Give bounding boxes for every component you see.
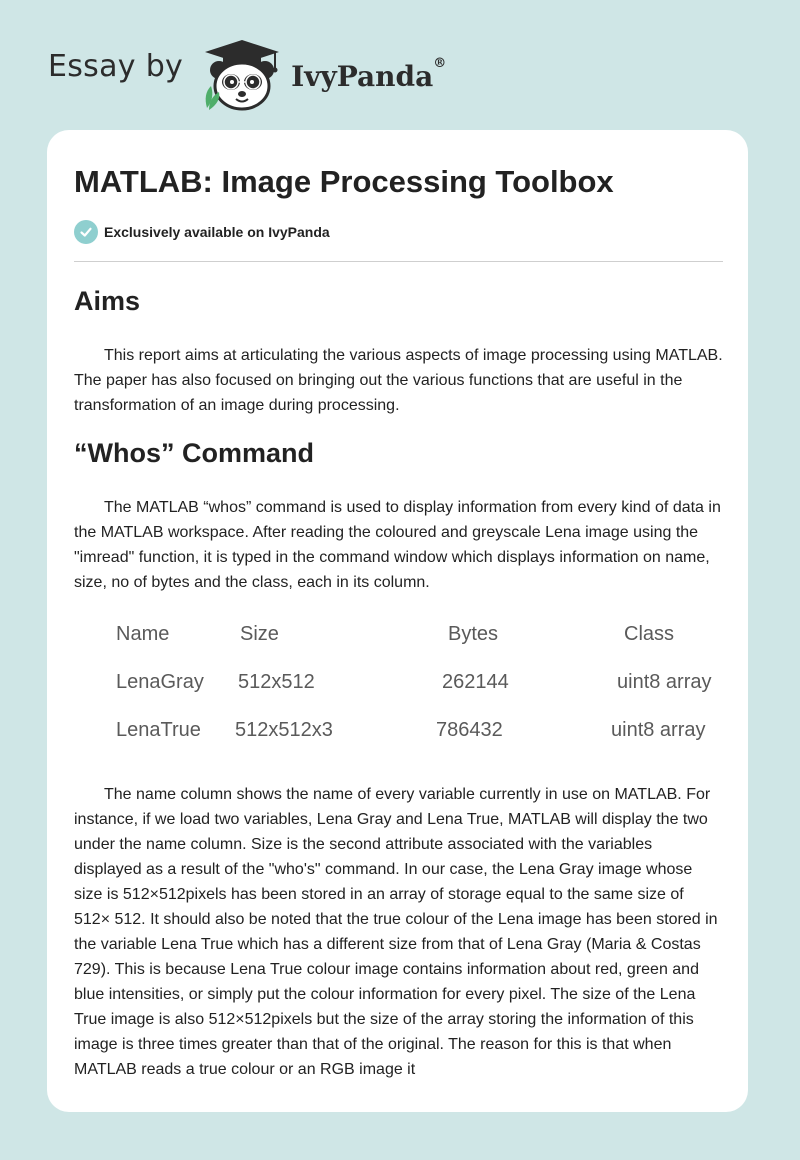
page-title: MATLAB: Image Processing Toolbox <box>74 164 614 199</box>
table-header-bytes: Bytes <box>448 623 499 645</box>
table-cell-class: uint8 array <box>611 719 706 741</box>
table-header-class: Class <box>624 623 675 645</box>
brand-prefix: Essay by <box>48 48 184 84</box>
table-cell-size: 512x512 <box>238 671 315 693</box>
registered-mark: ® <box>433 55 447 71</box>
exclusive-badge <box>74 220 330 244</box>
table-cell-name: LenaGray <box>116 671 204 693</box>
table-header-size: Size <box>240 623 279 645</box>
paragraph-whos-details: The name column shows the name of every variable currently in use on MATLAB. For instance, if we load two variables, Lena Gray and Lena True, MATLAB will display the two under the name column. Size is the second attribute associated with the variables displayed as a result of the "who's" command. In our case, the Lena Gray image whose size is 512×512pixels has been stored in an array of storage equal to the same size of 512× 512. It should also be noted that the true colour of the Lena image has been stored in the variable Lena True which has a different size from that of Lena Gray (Maria & Costas 729). This is because Lena True colour image contains information about red, green and blue intensities, or simply put the colour information for every pixel. The size of the Lena True image is also 512×512pixels but the size of the array storing the information of this image is three times greater than that of the original. The reason for this is that when MATLAB reads a true colour or an RGB image it <box>74 786 718 1078</box>
paragraph-aims: This report aims at articulating the various aspects of image processing using MATLAB. The paper has also focused on bringing out the various functions that are useful in the transformation of an image during processing. <box>74 347 723 414</box>
section-heading-aims: Aims <box>74 286 141 316</box>
site-header-brand[interactable] <box>48 34 446 114</box>
table-cell-bytes: 786432 <box>436 719 503 741</box>
title-divider <box>74 261 723 262</box>
table-cell-size: 512x512x3 <box>235 719 333 741</box>
exclusive-badge-text: Exclusively available on IvyPanda <box>104 224 330 240</box>
brand-name <box>291 55 447 93</box>
article-card <box>47 130 748 1112</box>
table-header-name: Name <box>116 623 170 645</box>
brand-name-text: IvyPanda <box>291 59 434 93</box>
table-cell-class: uint8 array <box>617 671 712 693</box>
table-cell-bytes: 262144 <box>442 671 509 693</box>
paragraph-whos-intro: The MATLAB “whos” command is used to display information from every kind of data in the MATLAB workspace. After reading the coloured and greyscale Lena image using the "imread" function, it is typed in the command window which displays information on name, size, no of bytes and the class, each in its column. <box>74 499 721 591</box>
section-heading-whos-command: “Whos” Command <box>74 438 314 468</box>
check-circle-icon <box>74 220 98 244</box>
table-cell-name: LenaTrue <box>116 719 201 741</box>
panda-graduate-logo-icon <box>197 36 287 112</box>
